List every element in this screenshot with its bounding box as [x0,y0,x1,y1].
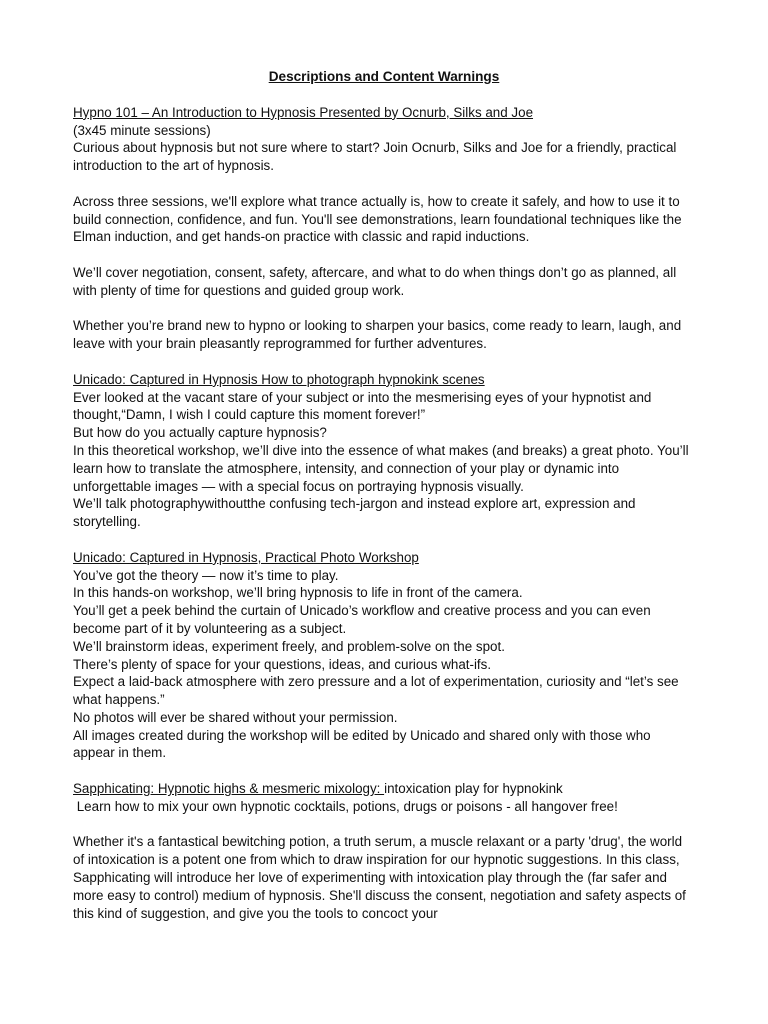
section-sapphicating-p2 [73,833,695,922]
section-line: Expect a laid-back atmosphere with zero pressure and a lot of experimentation, curiosity and “let’s see what happens.” [73,674,679,708]
section-line: No photos will ever be shared without your permission. [73,709,398,725]
section-line: In this theoretical workshop, we’ll dive into the essence of what makes (and breaks) a great photo. You’ll learn how to translate the atmosphere, intensity, and connection of your play or dynamic into unforgettable images — with a special focus on portraying hypnosis visually. [73,442,689,494]
section-line: In this hands-on workshop, we’ll bring hypnosis to life in front of the camera. [73,585,523,601]
section-hypno-101 [73,104,695,175]
section-line: All images created during the workshop will be edited by Unicado and shared only with those who appear in them. [73,727,651,761]
section-line: We’ll talk photographywithoutthe confusing tech-jargon and instead explore art, expression and storytelling. [73,496,636,530]
section-line: You’ll get a peek behind the curtain of Unicado’s workflow and creative process and you can even become part of it by volunteering as a subject. [73,603,651,636]
section-line: You’ve got the theory — now it’s time to play. [73,567,339,583]
section-heading: Hypno 101 – An Introduction to Hypnosis Presented by Ocnurb, Silks and Joe [73,104,534,120]
section-line: Learn how to mix your own hypnotic cocktails, potions, drugs or poisons - all hangover free! [73,798,618,814]
section-subheading: (3x45 minute sessions) [73,122,211,138]
section-unicado-theory [73,371,695,531]
section-sapphicating [73,780,695,816]
section-paragraph: Whether it's a fantastical bewitching potion, a truth serum, a muscle relaxant or a party 'drug', the world of intoxication is a potent one from which to draw inspiration for our hypnotic suggestions. In this class, Sapphicating will introduce her love of experimenting with intoxication play through the (far safer and more easy to control) medium of hypnosis. She'll discuss the consent, negotiation and safety aspects of this kind of suggestion, and give you the tools to concoct your [73,834,686,921]
section-line: We’ll brainstorm ideas, experiment freely, and problem-solve on the spot. [73,638,505,654]
section-paragraph: We’ll cover negotiation, consent, safety, aftercare, and what to do when things don’t go as planned, all with plenty of time for questions and guided group work. [73,264,677,298]
document-title: Descriptions and Content Warnings [268,69,500,84]
section-heading: Unicado: Captured in Hypnosis How to photograph hypnokink scenes [73,371,485,387]
section-paragraph: Across three sessions, we'll explore what trance actually is, how to create it safely, and how to use it to build connection, confidence, and fun. You'll see demonstrations, learn foundational techniques like the Elman induction, and get hands-on practice with classic and rapid inductions. [73,193,682,245]
section-paragraph: Whether you’re brand new to hypno or looking to sharpen your basics, come ready to learn, laugh, and leave with your brain pleasantly reprogrammed for further adventures. [73,318,682,352]
section-heading [73,780,695,798]
section-hypno-101-p2 [73,193,695,246]
section-line: But how do you actually capture hypnosis? [73,425,327,441]
section-hypno-101-p4 [73,317,695,353]
section-heading: Unicado: Captured in Hypnosis, Practical Photo Workshop [73,549,419,565]
document-page [73,68,695,940]
section-paragraph: Curious about hypnosis but not sure where to start? Join Ocnurb, Silks and Joe for a friendly, practical introduction to the art of hypnosis. [73,140,677,174]
section-unicado-practical [73,549,695,763]
section-heading-underlined: Sapphicating: Hypnotic highs & mesmeric mixology: [73,781,385,797]
section-line: There’s plenty of space for your questions, ideas, and curious what-ifs. [73,656,492,672]
section-line: Ever looked at the vacant stare of your subject or into the mesmerising eyes of your hypnotist and thought,“Damn, I wish I could capture this moment forever!” [73,389,652,423]
section-hypno-101-p3 [73,264,695,300]
section-heading-rest: intoxication play for hypnokink [384,781,563,797]
